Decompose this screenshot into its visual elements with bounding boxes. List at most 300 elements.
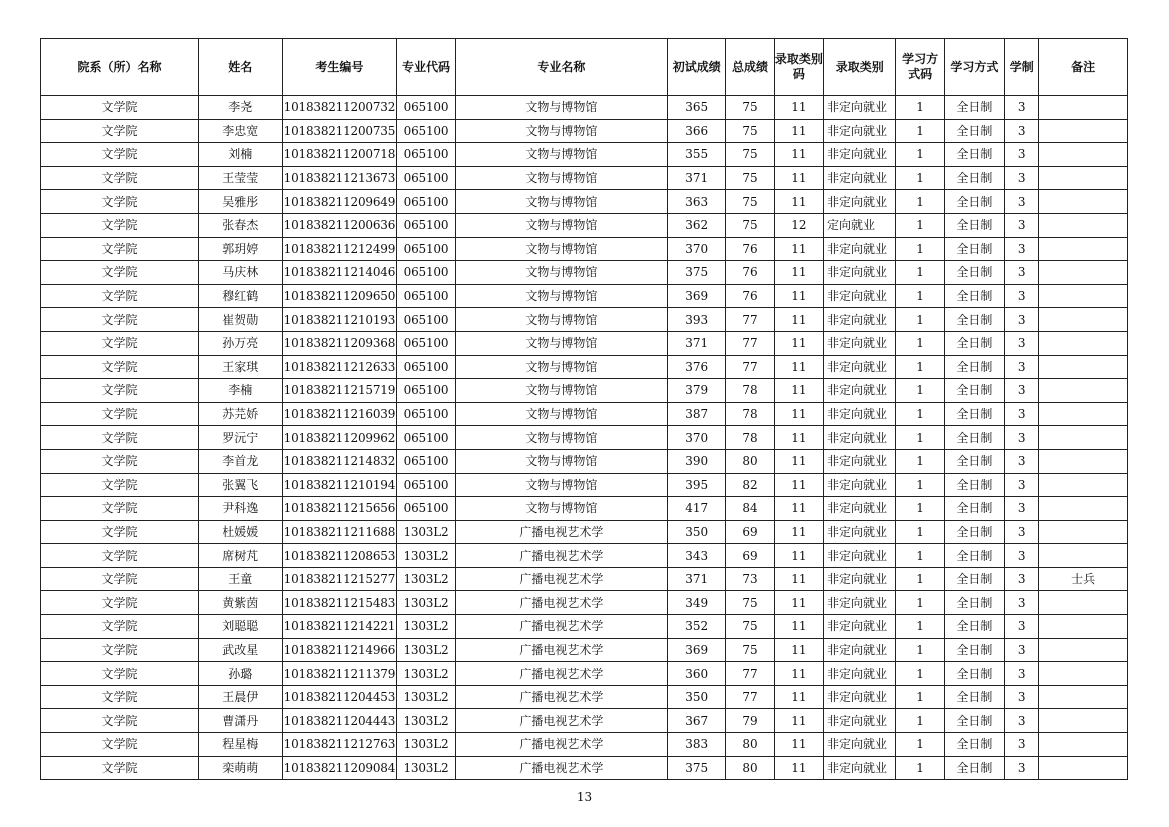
cell-total-score: 78 (726, 426, 774, 450)
cell-major-name: 文物与博物馆 (455, 190, 667, 214)
cell-major-name: 文物与博物馆 (455, 119, 667, 143)
cell-name: 王童 (199, 567, 283, 591)
table-row (41, 213, 1128, 237)
cell-study-mode-code: 1 (896, 143, 944, 167)
cell-total-score: 75 (726, 591, 774, 615)
table-row (41, 143, 1128, 167)
cell-admit-type: 非定向就业 (824, 497, 896, 521)
cell-admit-type-code: 11 (774, 166, 823, 190)
cell-duration: 3 (1005, 497, 1039, 521)
cell-duration: 3 (1005, 308, 1039, 332)
cell-department: 文学院 (41, 497, 199, 521)
cell-duration: 3 (1005, 284, 1039, 308)
cell-major-name: 文物与博物馆 (455, 213, 667, 237)
cell-remarks (1039, 756, 1128, 780)
cell-remarks (1039, 685, 1128, 709)
cell-prelim-score: 417 (668, 497, 726, 521)
table-row (41, 308, 1128, 332)
cell-remarks (1039, 284, 1128, 308)
cell-study-mode-code: 1 (896, 96, 944, 120)
header-department: 院系（所）名称 (41, 39, 199, 96)
cell-major-code: 1303L2 (397, 685, 455, 709)
cell-major-code: 1303L2 (397, 520, 455, 544)
cell-major-code: 065100 (397, 402, 455, 426)
header-study-mode: 学习方式 (944, 39, 1004, 96)
cell-admit-type: 非定向就业 (824, 331, 896, 355)
cell-admit-type-code: 11 (774, 709, 823, 733)
cell-admit-type: 非定向就业 (824, 190, 896, 214)
cell-department: 文学院 (41, 284, 199, 308)
cell-department: 文学院 (41, 733, 199, 757)
cell-candidate-id: 101838211214966 (282, 638, 397, 662)
cell-department: 文学院 (41, 449, 199, 473)
cell-study-mode-code: 1 (896, 331, 944, 355)
cell-admit-type: 非定向就业 (824, 638, 896, 662)
cell-admit-type-code: 11 (774, 96, 823, 120)
cell-study-mode: 全日制 (944, 166, 1004, 190)
cell-major-name: 广播电视艺术学 (455, 662, 667, 686)
cell-name: 吴雅彤 (199, 190, 283, 214)
cell-study-mode: 全日制 (944, 119, 1004, 143)
cell-duration: 3 (1005, 261, 1039, 285)
cell-study-mode-code: 1 (896, 756, 944, 780)
cell-duration: 3 (1005, 119, 1039, 143)
cell-prelim-score: 370 (668, 426, 726, 450)
cell-duration: 3 (1005, 402, 1039, 426)
cell-duration: 3 (1005, 213, 1039, 237)
cell-admit-type: 非定向就业 (824, 402, 896, 426)
cell-candidate-id: 101838211200735 (282, 119, 397, 143)
cell-study-mode: 全日制 (944, 756, 1004, 780)
cell-name: 刘聪聪 (199, 615, 283, 639)
cell-remarks (1039, 143, 1128, 167)
cell-department: 文学院 (41, 331, 199, 355)
cell-study-mode: 全日制 (944, 190, 1004, 214)
cell-name: 孙万亮 (199, 331, 283, 355)
cell-admit-type-code: 11 (774, 119, 823, 143)
cell-prelim-score: 375 (668, 261, 726, 285)
cell-department: 文学院 (41, 379, 199, 403)
cell-admit-type: 非定向就业 (824, 355, 896, 379)
cell-name: 王莹莹 (199, 166, 283, 190)
cell-major-name: 文物与博物馆 (455, 237, 667, 261)
cell-admit-type: 非定向就业 (824, 756, 896, 780)
cell-department: 文学院 (41, 709, 199, 733)
cell-admit-type-code: 11 (774, 733, 823, 757)
cell-major-code: 1303L2 (397, 567, 455, 591)
cell-prelim-score: 366 (668, 119, 726, 143)
cell-remarks (1039, 497, 1128, 521)
cell-prelim-score: 363 (668, 190, 726, 214)
cell-study-mode-code: 1 (896, 709, 944, 733)
cell-candidate-id: 101838211209962 (282, 426, 397, 450)
cell-study-mode-code: 1 (896, 402, 944, 426)
cell-study-mode: 全日制 (944, 662, 1004, 686)
cell-admit-type-code: 11 (774, 567, 823, 591)
cell-duration: 3 (1005, 638, 1039, 662)
cell-study-mode: 全日制 (944, 567, 1004, 591)
table-body (41, 96, 1128, 780)
cell-major-name: 文物与博物馆 (455, 166, 667, 190)
cell-major-code: 065100 (397, 497, 455, 521)
cell-prelim-score: 369 (668, 284, 726, 308)
table-row (41, 237, 1128, 261)
cell-department: 文学院 (41, 520, 199, 544)
cell-major-code: 065100 (397, 284, 455, 308)
cell-admit-type-code: 11 (774, 544, 823, 568)
cell-duration: 3 (1005, 449, 1039, 473)
cell-total-score: 73 (726, 567, 774, 591)
table-row (41, 756, 1128, 780)
cell-department: 文学院 (41, 143, 199, 167)
cell-candidate-id: 101838211215656 (282, 497, 397, 521)
cell-candidate-id: 101838211204443 (282, 709, 397, 733)
header-remarks: 备注 (1039, 39, 1128, 96)
cell-remarks (1039, 96, 1128, 120)
cell-admit-type-code: 11 (774, 143, 823, 167)
cell-candidate-id: 101838211212499 (282, 237, 397, 261)
cell-name: 郭玥婷 (199, 237, 283, 261)
cell-duration: 3 (1005, 709, 1039, 733)
cell-admit-type-code: 11 (774, 615, 823, 639)
table-row (41, 190, 1128, 214)
cell-prelim-score: 375 (668, 756, 726, 780)
cell-name: 刘楠 (199, 143, 283, 167)
cell-candidate-id: 101838211216039 (282, 402, 397, 426)
table-row (41, 402, 1128, 426)
cell-name: 苏芫娇 (199, 402, 283, 426)
cell-duration: 3 (1005, 355, 1039, 379)
header-total-score: 总成绩 (726, 39, 774, 96)
cell-major-code: 065100 (397, 473, 455, 497)
cell-candidate-id: 101838211200718 (282, 143, 397, 167)
cell-admit-type: 非定向就业 (824, 284, 896, 308)
cell-total-score: 75 (726, 96, 774, 120)
header-duration: 学制 (1005, 39, 1039, 96)
cell-total-score: 76 (726, 261, 774, 285)
cell-admit-type: 非定向就业 (824, 685, 896, 709)
cell-admit-type-code: 11 (774, 473, 823, 497)
cell-name: 曹潇丹 (199, 709, 283, 733)
table-row (41, 426, 1128, 450)
cell-duration: 3 (1005, 685, 1039, 709)
cell-major-name: 广播电视艺术学 (455, 756, 667, 780)
cell-remarks (1039, 379, 1128, 403)
cell-total-score: 78 (726, 402, 774, 426)
header-name: 姓名 (199, 39, 283, 96)
cell-duration: 3 (1005, 96, 1039, 120)
table-row (41, 709, 1128, 733)
cell-major-code: 065100 (397, 355, 455, 379)
cell-study-mode-code: 1 (896, 685, 944, 709)
cell-major-code: 1303L2 (397, 756, 455, 780)
cell-remarks (1039, 166, 1128, 190)
cell-admit-type-code: 11 (774, 449, 823, 473)
cell-department: 文学院 (41, 166, 199, 190)
table-row (41, 355, 1128, 379)
cell-study-mode-code: 1 (896, 449, 944, 473)
header-study-mode-code: 学习方式码 (896, 39, 944, 96)
cell-admit-type-code: 11 (774, 520, 823, 544)
cell-study-mode-code: 1 (896, 355, 944, 379)
cell-total-score: 77 (726, 355, 774, 379)
cell-duration: 3 (1005, 190, 1039, 214)
cell-department: 文学院 (41, 261, 199, 285)
cell-remarks (1039, 449, 1128, 473)
cell-prelim-score: 393 (668, 308, 726, 332)
cell-remarks (1039, 308, 1128, 332)
cell-major-code: 065100 (397, 143, 455, 167)
cell-name: 李忠宽 (199, 119, 283, 143)
cell-remarks (1039, 119, 1128, 143)
table-row (41, 520, 1128, 544)
cell-candidate-id: 101838211200732 (282, 96, 397, 120)
table-row (41, 638, 1128, 662)
cell-study-mode-code: 1 (896, 308, 944, 332)
cell-prelim-score: 379 (668, 379, 726, 403)
cell-prelim-score: 350 (668, 685, 726, 709)
cell-study-mode: 全日制 (944, 308, 1004, 332)
cell-remarks (1039, 733, 1128, 757)
cell-department: 文学院 (41, 426, 199, 450)
cell-prelim-score: 370 (668, 237, 726, 261)
cell-candidate-id: 101838211210193 (282, 308, 397, 332)
cell-admit-type: 非定向就业 (824, 96, 896, 120)
cell-department: 文学院 (41, 213, 199, 237)
cell-candidate-id: 101838211214832 (282, 449, 397, 473)
cell-admit-type-code: 11 (774, 190, 823, 214)
cell-prelim-score: 371 (668, 567, 726, 591)
cell-department: 文学院 (41, 190, 199, 214)
cell-remarks (1039, 662, 1128, 686)
cell-name: 崔贺勋 (199, 308, 283, 332)
cell-remarks (1039, 615, 1128, 639)
cell-study-mode-code: 1 (896, 638, 944, 662)
cell-admit-type: 非定向就业 (824, 473, 896, 497)
cell-study-mode: 全日制 (944, 733, 1004, 757)
cell-study-mode: 全日制 (944, 615, 1004, 639)
cell-major-name: 文物与博物馆 (455, 96, 667, 120)
cell-major-code: 065100 (397, 96, 455, 120)
cell-major-code: 1303L2 (397, 709, 455, 733)
cell-remarks (1039, 190, 1128, 214)
cell-prelim-score: 362 (668, 213, 726, 237)
cell-major-name: 广播电视艺术学 (455, 591, 667, 615)
cell-prelim-score: 371 (668, 166, 726, 190)
cell-duration: 3 (1005, 331, 1039, 355)
table-row (41, 96, 1128, 120)
table-row (41, 591, 1128, 615)
cell-admit-type-code: 11 (774, 662, 823, 686)
cell-duration: 3 (1005, 591, 1039, 615)
cell-department: 文学院 (41, 237, 199, 261)
cell-study-mode: 全日制 (944, 591, 1004, 615)
cell-study-mode-code: 1 (896, 261, 944, 285)
cell-study-mode-code: 1 (896, 733, 944, 757)
cell-duration: 3 (1005, 544, 1039, 568)
cell-major-code: 065100 (397, 237, 455, 261)
cell-remarks (1039, 638, 1128, 662)
cell-remarks (1039, 261, 1128, 285)
cell-major-code: 065100 (397, 449, 455, 473)
admission-table (40, 38, 1128, 780)
cell-candidate-id: 101838211209368 (282, 331, 397, 355)
cell-prelim-score: 376 (668, 355, 726, 379)
cell-department: 文学院 (41, 544, 199, 568)
cell-study-mode-code: 1 (896, 520, 944, 544)
cell-name: 李楠 (199, 379, 283, 403)
cell-major-code: 1303L2 (397, 733, 455, 757)
table-row (41, 567, 1128, 591)
cell-total-score: 77 (726, 662, 774, 686)
cell-remarks: 士兵 (1039, 567, 1128, 591)
cell-name: 程星梅 (199, 733, 283, 757)
cell-department: 文学院 (41, 473, 199, 497)
cell-admit-type: 非定向就业 (824, 379, 896, 403)
cell-total-score: 79 (726, 709, 774, 733)
cell-admit-type: 非定向就业 (824, 733, 896, 757)
cell-duration: 3 (1005, 426, 1039, 450)
cell-department: 文学院 (41, 96, 199, 120)
cell-major-code: 065100 (397, 213, 455, 237)
cell-study-mode: 全日制 (944, 402, 1004, 426)
cell-major-name: 文物与博物馆 (455, 143, 667, 167)
cell-study-mode-code: 1 (896, 567, 944, 591)
cell-department: 文学院 (41, 638, 199, 662)
cell-admit-type-code: 11 (774, 308, 823, 332)
cell-admit-type: 非定向就业 (824, 449, 896, 473)
cell-study-mode: 全日制 (944, 473, 1004, 497)
cell-total-score: 75 (726, 638, 774, 662)
cell-major-name: 文物与博物馆 (455, 284, 667, 308)
table-row (41, 662, 1128, 686)
cell-study-mode: 全日制 (944, 213, 1004, 237)
cell-name: 李尧 (199, 96, 283, 120)
cell-department: 文学院 (41, 355, 199, 379)
cell-admit-type: 非定向就业 (824, 567, 896, 591)
cell-name: 武改星 (199, 638, 283, 662)
cell-duration: 3 (1005, 237, 1039, 261)
cell-admit-type: 非定向就业 (824, 520, 896, 544)
cell-prelim-score: 367 (668, 709, 726, 733)
cell-candidate-id: 101838211210194 (282, 473, 397, 497)
cell-name: 王家琪 (199, 355, 283, 379)
cell-admit-type: 非定向就业 (824, 544, 896, 568)
cell-study-mode: 全日制 (944, 96, 1004, 120)
cell-candidate-id: 101838211215719 (282, 379, 397, 403)
cell-candidate-id: 101838211213673 (282, 166, 397, 190)
cell-remarks (1039, 426, 1128, 450)
cell-major-name: 广播电视艺术学 (455, 520, 667, 544)
cell-total-score: 78 (726, 379, 774, 403)
table-row (41, 473, 1128, 497)
cell-major-name: 文物与博物馆 (455, 426, 667, 450)
cell-major-code: 1303L2 (397, 544, 455, 568)
cell-department: 文学院 (41, 662, 199, 686)
header-candidate-id: 考生编号 (282, 39, 397, 96)
cell-candidate-id: 101838211204453 (282, 685, 397, 709)
cell-study-mode: 全日制 (944, 520, 1004, 544)
table-row (41, 544, 1128, 568)
table-row (41, 166, 1128, 190)
cell-total-score: 75 (726, 213, 774, 237)
cell-name: 张翼飞 (199, 473, 283, 497)
cell-admit-type: 非定向就业 (824, 591, 896, 615)
cell-total-score: 80 (726, 733, 774, 757)
cell-study-mode: 全日制 (944, 237, 1004, 261)
cell-total-score: 76 (726, 237, 774, 261)
cell-admit-type-code: 12 (774, 213, 823, 237)
cell-study-mode-code: 1 (896, 473, 944, 497)
header-admit-type: 录取类别 (824, 39, 896, 96)
cell-name: 杜媛媛 (199, 520, 283, 544)
header-major-code: 专业代码 (397, 39, 455, 96)
cell-department: 文学院 (41, 685, 199, 709)
cell-admit-type-code: 11 (774, 331, 823, 355)
cell-study-mode: 全日制 (944, 426, 1004, 450)
cell-duration: 3 (1005, 166, 1039, 190)
cell-candidate-id: 101838211212633 (282, 355, 397, 379)
cell-study-mode: 全日制 (944, 284, 1004, 308)
cell-major-code: 065100 (397, 190, 455, 214)
cell-study-mode-code: 1 (896, 190, 944, 214)
cell-name: 张春杰 (199, 213, 283, 237)
cell-major-code: 065100 (397, 119, 455, 143)
cell-study-mode: 全日制 (944, 544, 1004, 568)
cell-major-code: 1303L2 (397, 615, 455, 639)
cell-total-score: 75 (726, 190, 774, 214)
cell-department: 文学院 (41, 567, 199, 591)
cell-prelim-score: 350 (668, 520, 726, 544)
cell-department: 文学院 (41, 402, 199, 426)
cell-candidate-id: 101838211215277 (282, 567, 397, 591)
table-row (41, 615, 1128, 639)
table-row (41, 119, 1128, 143)
cell-admit-type: 非定向就业 (824, 308, 896, 332)
cell-remarks (1039, 709, 1128, 733)
cell-admit-type: 非定向就业 (824, 709, 896, 733)
cell-major-name: 广播电视艺术学 (455, 615, 667, 639)
cell-name: 尹科逸 (199, 497, 283, 521)
cell-study-mode-code: 1 (896, 284, 944, 308)
cell-study-mode-code: 1 (896, 213, 944, 237)
cell-major-code: 1303L2 (397, 662, 455, 686)
cell-remarks (1039, 355, 1128, 379)
cell-department: 文学院 (41, 308, 199, 332)
cell-prelim-score: 352 (668, 615, 726, 639)
cell-major-name: 文物与博物馆 (455, 355, 667, 379)
cell-admit-type-code: 11 (774, 379, 823, 403)
cell-total-score: 75 (726, 143, 774, 167)
cell-total-score: 84 (726, 497, 774, 521)
cell-major-code: 1303L2 (397, 591, 455, 615)
cell-total-score: 76 (726, 284, 774, 308)
table-row (41, 733, 1128, 757)
cell-major-name: 文物与博物馆 (455, 331, 667, 355)
cell-duration: 3 (1005, 520, 1039, 544)
cell-major-name: 文物与博物馆 (455, 308, 667, 332)
cell-prelim-score: 387 (668, 402, 726, 426)
cell-admit-type-code: 11 (774, 685, 823, 709)
cell-department: 文学院 (41, 756, 199, 780)
cell-name: 罗沅宁 (199, 426, 283, 450)
cell-total-score: 75 (726, 166, 774, 190)
cell-major-name: 文物与博物馆 (455, 402, 667, 426)
cell-study-mode: 全日制 (944, 685, 1004, 709)
cell-admit-type: 非定向就业 (824, 261, 896, 285)
cell-admit-type: 非定向就业 (824, 143, 896, 167)
cell-candidate-id: 101838211212763 (282, 733, 397, 757)
